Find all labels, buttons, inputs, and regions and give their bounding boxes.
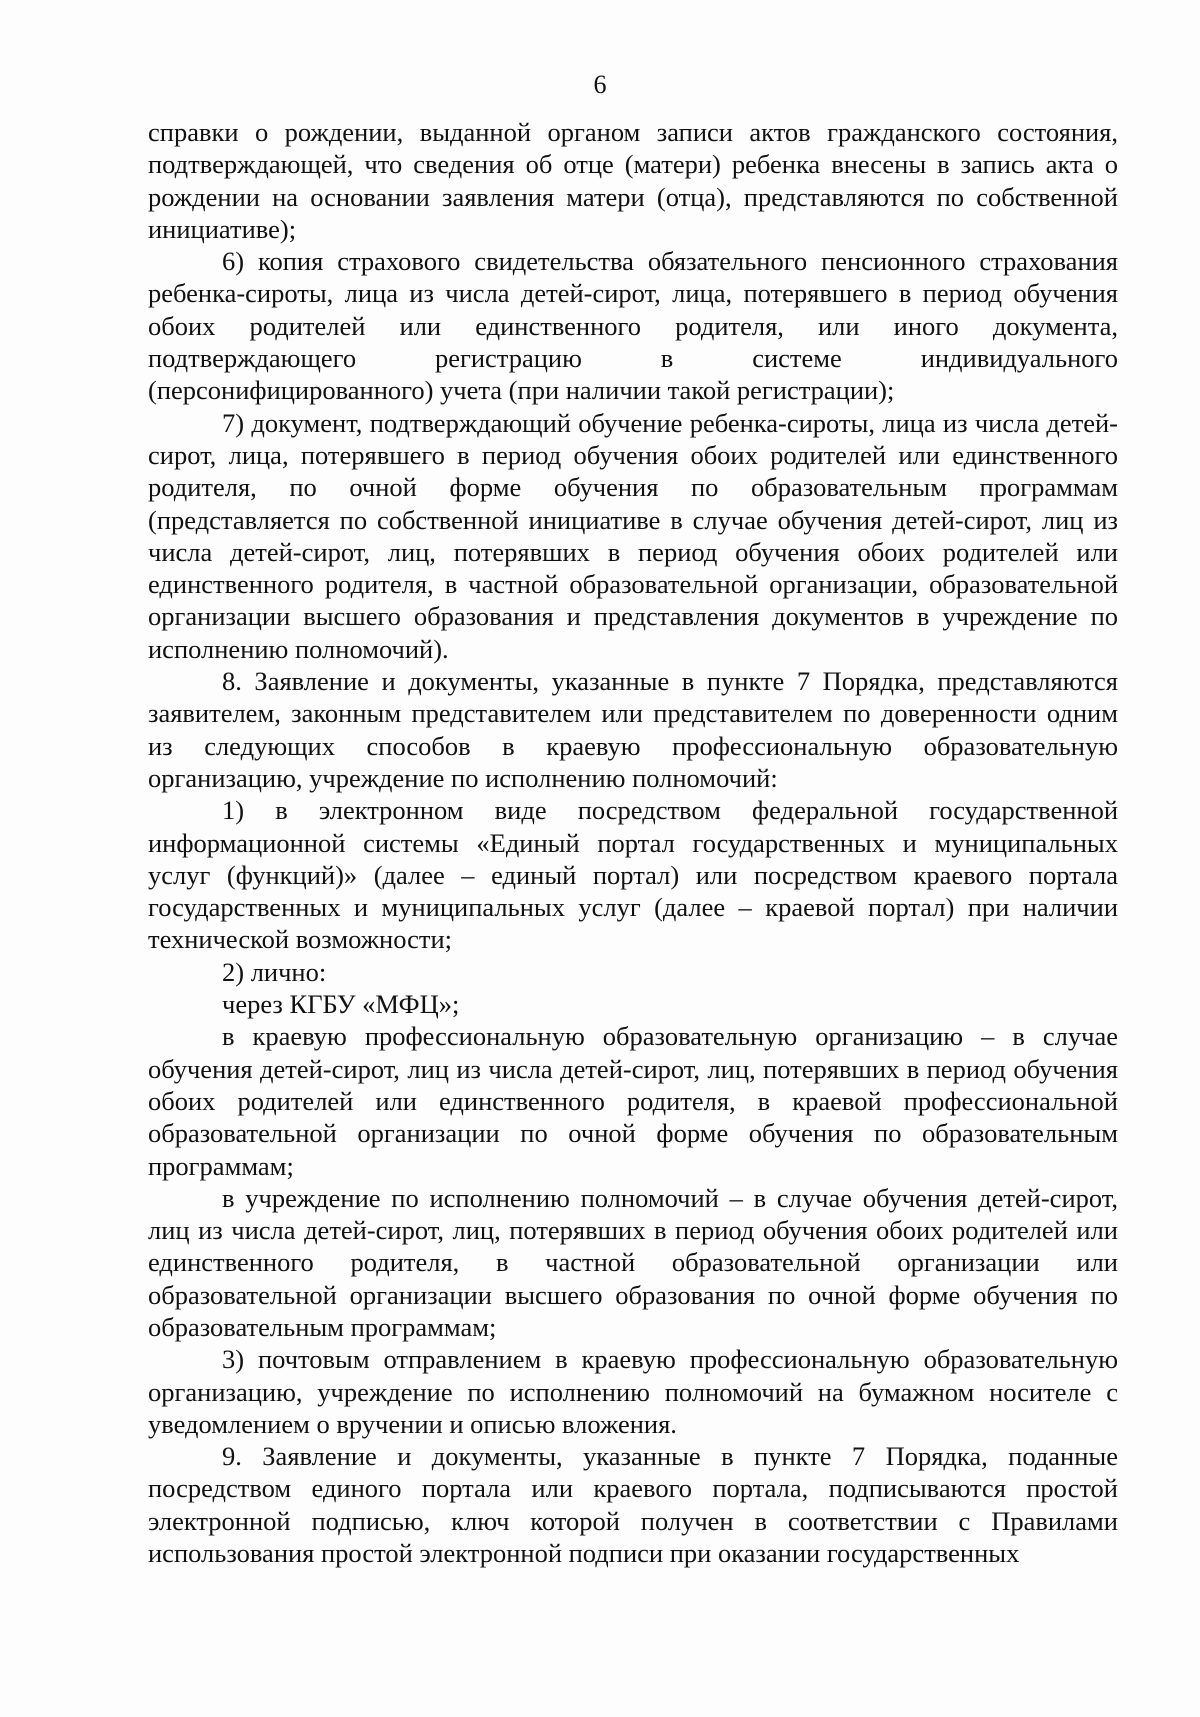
paragraph-regional-organization: в краевую профессиональную образовательную организацию – в случае обучения детей-сирот, лиц из числа детей-сирот, лиц, потерявших в период обучения обоих родителей или единственного родителя, в краевой профессиональной образовательной организации по очной форме обучения по образовательным программам;: [148, 1021, 1118, 1181]
paragraph-clause-8: 8. Заявление и документы, указанные в пункте 7 Порядка, представляются заявителем, законным представителем или представителем по доверенности одним из следующих способов в краевую профессиональную образовательную организацию, учреждение по исполнению полномочий:: [148, 666, 1118, 793]
paragraph-clause-9: 9. Заявление и документы, указанные в пункте 7 Порядка, поданные посредством единого портала или краевого портала, подписываются простой электронной подписью, ключ которой получен в соответствии с Правилами использования простой электронной подписи при оказании государственных: [148, 1441, 1118, 1569]
page-number: 6: [593, 70, 607, 99]
paragraph-via-mfc: через КГБУ «МФЦ»;: [222, 989, 460, 1020]
paragraph-item-6: 6) копия страхового свидетельства обязательного пенсионного страхования ребенка-сироты, лица из числа детей-сирот, лица, потерявшего в период обучения обоих родителей или единственного родителя, или иного документа, подтверждающего регистрацию в системе индивидуального (персонифицированного) учета (при наличии такой регистрации);: [148, 246, 1118, 406]
paragraph-subitem-3: 3) почтовым отправлением в краевую профессиональную образовательную организацию, учреждение по исполнению полномочий на бумажном носителе с уведомлением о вручении и описью вложения.: [148, 1344, 1118, 1439]
paragraph-continuation: справки о рождении, выданной органом записи актов гражданского состояния, подтверждающей, что сведения об отце (матери) ребенка внесены в запись акта о рождении на основании заявления матери (отца), представляются по собственной инициативе);: [148, 117, 1118, 244]
paragraph-subitem-1: 1) в электронном виде посредством федеральной государственной информационной системы «Единый портал государственных и муниципальных услуг (функций)» (далее – единый портал) или посредством краевого портала государственных и муниципальных услуг (далее – краевой портал) при наличии технической возможности;: [148, 795, 1118, 955]
paragraph-authority-institution: в учреждение по исполнению полномочий – в случае обучения детей-сирот, лиц из числа детей-сирот, лиц, потерявших в период обучения обоих родителей или единственного родителя, в частной образовательной организации или образовательной организации высшего образования по очной форме обучения по образовательным программам;: [148, 1182, 1118, 1342]
paragraph-subitem-2: 2) лично:: [222, 956, 327, 987]
paragraph-item-7: 7) документ, подтверждающий обучение ребенка-сироты, лица из числа детей-сирот, лица, потерявшего в период обучения обоих родителей или единственного родителя, по очной форме обучения по образовательным программам (представляется по собственной инициативе в случае обучения детей-сирот, лиц из числа детей-сирот, лиц, потерявших в период обучения обоих родителей или единственного родителя, в частной образовательной организации, образовательной организации высшего образования и представления документов в учреждение по исполнению полномочий).: [148, 407, 1118, 664]
document-body: [148, 116, 1118, 1569]
